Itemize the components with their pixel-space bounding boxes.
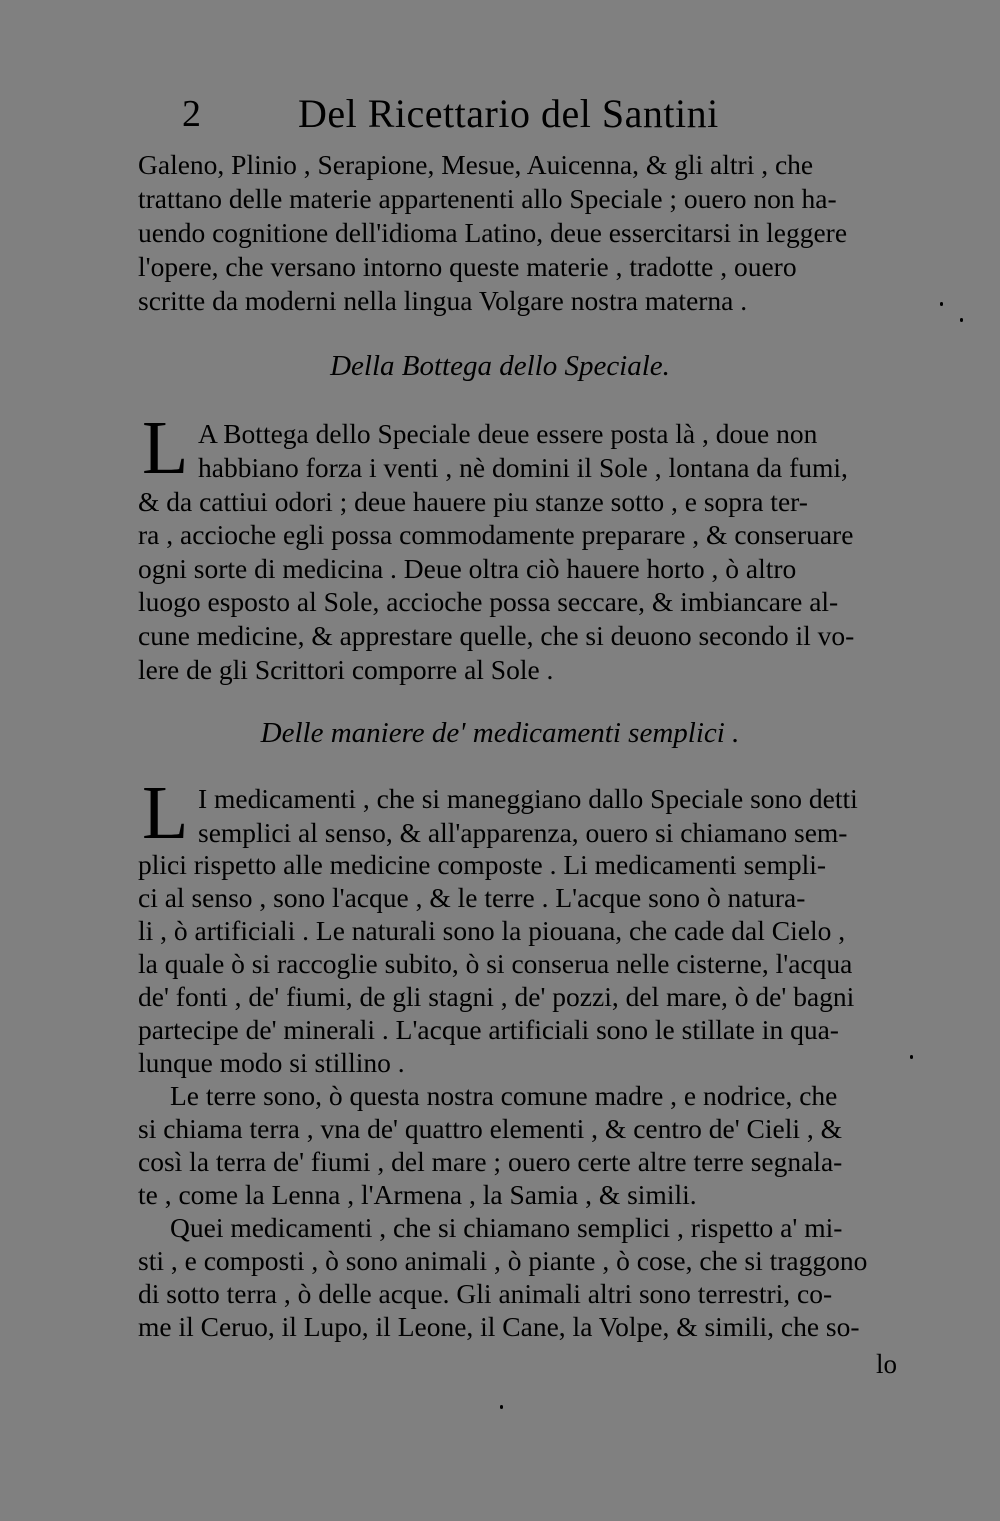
- section-heading: Delle maniere de' medicamenti semplici .: [260, 717, 740, 749]
- text-line: si chiama terra , vna de' quattro elementi , & centro de' Cieli , &: [138, 1113, 843, 1144]
- text-line: trattano delle materie appartenenti allo Speciale ; ouero non ha-: [138, 183, 837, 214]
- text-line: A Bottega dello Speciale deue essere posta là , doue non: [198, 418, 818, 449]
- text-line: scritte da moderni nella lingua Volgare nostra materna .: [138, 285, 748, 316]
- text-line: di sotto terra , ò delle acque. Gli animali altri sono terrestri, co-: [138, 1278, 833, 1309]
- text-line: l'opere, che versano intorno queste materie , tradotte , ouero: [138, 251, 797, 282]
- text-line: semplici al senso, & all'apparenza, ouero si chiamano sem-: [198, 817, 848, 848]
- ink-speck: [500, 1405, 503, 1409]
- text-line: li , ò artificiali . Le naturali sono la piouana, che cade dal Cielo ,: [138, 915, 846, 946]
- text-line: habbiano forza i venti , nè domini il Sole , lontana da fumi,: [198, 452, 848, 483]
- page-header: [0, 88, 1000, 140]
- page-number: 2: [182, 93, 201, 135]
- running-title: Del Ricettario del Santini: [298, 91, 719, 136]
- text-line: uendo cognitione dell'idioma Latino, deue essercitarsi in leggere: [138, 217, 848, 248]
- text-line: così la terra de' fiumi , del mare ; ouero certe altre terre segnala-: [138, 1146, 843, 1177]
- text-line: me il Ceruo, il Lupo, il Leone, il Cane, la Volpe, & simili, che so-: [138, 1311, 860, 1342]
- text-line: ogni sorte di medicina . Deue oltra ciò hauere horto , ò altro: [138, 553, 797, 584]
- text-line: ra , accioche egli possa commodamente preparare , & conseruare: [138, 519, 854, 550]
- text-line: te , come la Lenna , l'Armena , la Samia , & simili.: [138, 1179, 697, 1210]
- text-line: ci al senso , sono l'acque , & le terre . L'acque sono ò natura-: [138, 882, 806, 913]
- section-heading: Della Bottega dello Speciale.: [330, 350, 670, 382]
- text-line: Le terre sono, ò questa nostra comune madre , e nodrice, che: [170, 1080, 838, 1111]
- text-line: cune medicine, & apprestare quelle, che si deuono secondo il vo-: [138, 620, 855, 651]
- ink-speck: [940, 302, 943, 306]
- text-line: lere de gli Scrittori comporre al Sole .: [138, 654, 554, 685]
- text-line: lunque modo si stillino .: [138, 1047, 405, 1078]
- text-line: Quei medicamenti , che si chiamano semplici , rispetto a' mi-: [170, 1212, 843, 1243]
- text-line: plici rispetto alle medicine composte . Li medicamenti sempli-: [138, 849, 827, 880]
- text-line: de' fonti , de' fiumi, de gli stagni , de' pozzi, del mare, ò de' bagni: [138, 981, 855, 1012]
- ink-speck: [960, 318, 963, 322]
- text-line: luogo esposto al Sole, accioche possa seccare, & imbiancare al-: [138, 586, 839, 617]
- text-line: & da cattiui odori ; deue hauere piu stanze sotto , e sopra ter-: [138, 486, 808, 517]
- text-line: sti , e composti , ò sono animali , ò piante , ò cose, che si traggono: [138, 1245, 868, 1276]
- text-line: la quale ò si raccoglie subito, ò si conserua nelle cisterne, l'acqua: [138, 948, 853, 979]
- drop-cap: L: [142, 406, 189, 490]
- text-line: partecipe de' minerali . L'acque artificiali sono le stillate in qua-: [138, 1014, 839, 1045]
- text-line: I medicamenti , che si maneggiano dallo Speciale sono detti: [198, 783, 858, 814]
- catchword: lo: [876, 1349, 898, 1379]
- text-line: Galeno, Plinio , Serapione, Mesue, Auicenna, & gli altri , che: [138, 149, 814, 180]
- drop-cap: L: [142, 771, 189, 855]
- ink-speck: [910, 1055, 913, 1059]
